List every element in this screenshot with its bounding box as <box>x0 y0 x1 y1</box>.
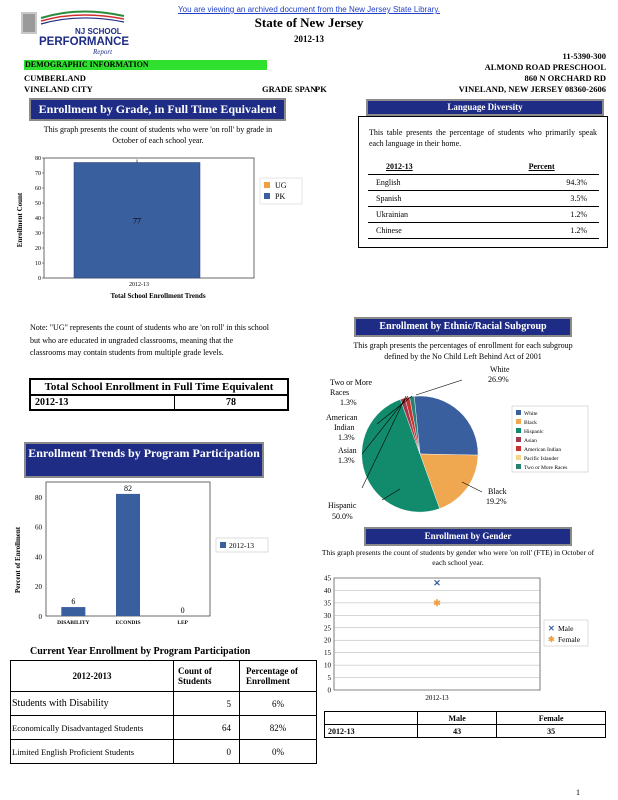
program-pct: 82% <box>269 722 287 733</box>
program-count: 5 <box>174 692 240 716</box>
pie-legend-swatch <box>516 446 521 451</box>
current-year-col2: Percentage of Enrollment <box>246 666 299 686</box>
gender-col-female: Female <box>538 713 564 723</box>
language-name: Spanish <box>376 194 402 203</box>
school-address: 860 N ORCHARD RD <box>524 73 606 83</box>
legend-label-pk: PK <box>275 192 286 201</box>
x-tick-label: 2012-13 <box>129 282 149 288</box>
y-tick-label: 50 <box>35 201 41 207</box>
legend-swatch-pk <box>264 193 270 199</box>
pie-label-white-pct: 26.9% <box>488 375 509 384</box>
grade-span-label: GRADE SPAN <box>262 84 317 94</box>
pie-legend-swatch <box>516 410 521 415</box>
x-tick-label: LEP <box>177 620 189 626</box>
ethnic-pie-chart <box>322 364 616 524</box>
program-name: Economically Disadvantaged Students <box>11 716 174 740</box>
legend-label-male: Male <box>558 624 574 633</box>
total-enrollment-header: Total School Enrollment in Full Time Equivalent <box>30 379 288 395</box>
demographic-header: DEMOGRAPHIC INFORMATION <box>24 60 267 70</box>
legend-label: 2012-13 <box>229 541 254 550</box>
gender-year: 2012-13 <box>325 725 418 738</box>
language-box <box>358 116 608 248</box>
table-row <box>368 175 599 191</box>
current-year-table <box>10 660 317 764</box>
legend-marker-male: ✕ <box>548 624 555 633</box>
pie-label-aian: American <box>326 413 358 422</box>
x-tick-label: 2012-13 <box>425 694 449 702</box>
gender-male-value: 43 <box>418 725 497 738</box>
pie-label-hispanic-pct: 50.0% <box>332 512 353 521</box>
pie-legend-label: Hispanic <box>524 429 544 435</box>
total-enrollment-value: 78 <box>226 397 236 408</box>
y-tick-label: 20 <box>324 636 331 645</box>
current-year-header: Current Year Enrollment by Program Participation <box>30 646 251 657</box>
language-pct: 1.2% <box>570 226 587 235</box>
y-tick-label: 40 <box>35 216 41 222</box>
table-row <box>368 223 599 239</box>
female-marker: ✱ <box>433 597 441 608</box>
legend-label-female: Female <box>558 635 581 644</box>
y-tick-label: 80 <box>35 493 42 502</box>
language-col2: Percent <box>528 162 555 171</box>
pie-legend-label: White <box>524 411 538 417</box>
pie-label-aian-2: Indian <box>334 423 355 432</box>
program-name: Students with Disability <box>11 692 174 716</box>
pie-legend-label: Pacific Islander <box>524 456 559 462</box>
pie-legend-label: American Indian <box>524 447 562 453</box>
ethnic-header: Enrollment by Ethnic/Racial Subgroup <box>354 317 572 337</box>
pie-label-two: Two or More <box>330 378 373 387</box>
y-tick-label: 60 <box>35 523 42 532</box>
pie-legend-label: Asian <box>524 438 537 444</box>
grade-chart-ylabel: Enrollment Count <box>16 192 24 248</box>
y-tick-label: 15 <box>324 649 331 658</box>
x-tick-label: ECONDIS <box>115 620 141 626</box>
y-tick-label: 20 <box>35 583 42 592</box>
program-pct: 6% <box>272 698 284 709</box>
school-name: ALMOND ROAD PRESCHOOL <box>484 62 606 72</box>
legend-marker-female: ✱ <box>548 635 555 644</box>
y-tick-label: 70 <box>35 171 41 177</box>
logo-line2: PERFORMANCE <box>39 36 129 48</box>
language-name: Chinese <box>376 226 402 235</box>
ug-note: Note: "UG" represents the count of students who are 'on roll' in this school but who are educated in ungraded classrooms, meaning that the classrooms may contain students from multiple grade levels. <box>30 323 269 357</box>
enrollment-by-grade-desc: This graph presents the count of students who were 'on roll' by grade in October of each school year. <box>43 125 273 145</box>
school-city: VINELAND, NEW JERSEY 08360-2606 <box>458 84 606 94</box>
y-tick-label: 40 <box>324 586 331 595</box>
program-chart <box>10 480 280 630</box>
program-chart-ylabel: Percent of Enrollment <box>14 526 22 594</box>
pie-label-black: Black <box>488 487 507 496</box>
bar-disability <box>61 607 85 616</box>
bar-value-label: 0 <box>180 606 185 615</box>
program-name: Limited English Proficient Students <box>11 740 174 764</box>
gender-header: Enrollment by Gender <box>364 527 572 546</box>
table-row <box>11 716 317 740</box>
district: VINELAND CITY <box>24 84 93 94</box>
state-title: State of New Jersey <box>254 15 364 30</box>
pie-label-asian: Asian <box>338 446 357 455</box>
program-count: 0 <box>174 740 240 764</box>
table-row <box>325 725 606 738</box>
language-pct: 3.5% <box>570 194 587 203</box>
total-enrollment-table <box>29 378 289 411</box>
y-tick-label: 35 <box>324 599 331 608</box>
x-tick-label: DISABILITY <box>57 620 90 626</box>
y-tick-label: 30 <box>35 231 41 237</box>
male-marker: ✕ <box>433 577 441 588</box>
logo-line3: Report <box>93 48 113 56</box>
pie-label-white: White <box>490 365 510 374</box>
legend-swatch-ug <box>264 182 270 188</box>
y-tick-label: 0 <box>38 613 42 621</box>
y-tick-label: 45 <box>324 574 331 583</box>
table-row <box>368 207 599 223</box>
language-desc: This table presents the percentage of students who primarily speak each language in their home. <box>369 128 597 148</box>
grade-span-value: PK <box>315 84 327 94</box>
pie-legend-label: Two or More Races <box>524 465 568 471</box>
current-year-col0: 2012-2013 <box>11 661 174 692</box>
table-row <box>368 191 599 207</box>
program-count: 64 <box>174 716 240 740</box>
pie-legend-swatch <box>516 437 521 442</box>
pie-label-aian-pct: 1.3% <box>338 433 355 442</box>
gender-chart <box>318 570 608 706</box>
page-number: 1 <box>576 788 580 797</box>
y-tick-label: 25 <box>324 624 331 633</box>
bar-econdis <box>116 494 140 616</box>
y-tick-label: 0 <box>38 276 41 282</box>
language-col1: 2012-13 <box>386 162 413 171</box>
plot-area <box>334 578 540 690</box>
pie-legend-label: Black <box>524 420 537 426</box>
y-tick-label: 0 <box>327 686 331 695</box>
y-tick-label: 20 <box>35 246 41 252</box>
y-tick-label: 10 <box>35 261 41 267</box>
bar-pk-label: 77 <box>133 216 141 226</box>
current-year-col1: Count of Students <box>174 661 240 692</box>
ethnic-desc: This graph presents the percentages of enrollment for each subgroup defined by the No Child Left Behind Act of 2001 <box>353 341 573 361</box>
y-tick-label: 30 <box>324 611 331 620</box>
program-pct: 0% <box>272 746 284 757</box>
language-name: Ukrainian <box>376 210 408 219</box>
legend-label-ug: UG <box>275 181 287 190</box>
school-id: 11-5390-300 <box>562 51 606 61</box>
language-pct: 1.2% <box>570 210 587 219</box>
pie-label-hispanic: Hispanic <box>328 501 357 510</box>
pie-slice <box>414 396 478 455</box>
grade-chart-xlabel: Total School Enrollment Trends <box>110 292 206 300</box>
language-pct: 94.3% <box>566 178 587 187</box>
county: CUMBERLAND <box>24 73 86 83</box>
language-name: English <box>376 178 401 187</box>
pie-label-asian-pct: 1.3% <box>338 456 355 465</box>
pie-legend-swatch <box>516 419 521 424</box>
pie-legend-swatch <box>516 428 521 433</box>
language-diversity-header: Language Diversity <box>366 99 604 116</box>
archive-banner-link[interactable]: You are viewing an archived document from the New Jersey State Library. <box>178 5 440 14</box>
bar-value-label: 6 <box>71 597 76 607</box>
table-row <box>11 740 317 764</box>
pie-legend-swatch <box>516 464 521 469</box>
legend-swatch <box>220 542 226 548</box>
gender-table <box>324 711 606 738</box>
pie-label-two-pct: 1.3% <box>340 398 357 407</box>
enrollment-by-grade-header: Enrollment by Grade, in Full Time Equivalent <box>29 98 286 121</box>
y-tick-label: 5 <box>327 674 331 683</box>
table-row <box>11 692 317 716</box>
y-tick-label: 60 <box>35 186 41 192</box>
pie-label-black-pct: 19.2% <box>486 497 507 506</box>
enrollment-grade-chart <box>10 150 310 302</box>
gender-female-value: 35 <box>547 726 556 736</box>
total-enrollment-year: 2012-13 <box>30 395 175 410</box>
report-year: 2012-13 <box>294 34 324 44</box>
gender-col-male: Male <box>418 712 497 725</box>
y-tick-label: 10 <box>324 661 331 670</box>
y-tick-label: 80 <box>35 156 41 162</box>
bar-value-label: 82 <box>124 483 132 493</box>
y-tick-label: 40 <box>35 553 42 562</box>
pie-label-two-2: Races <box>330 388 350 397</box>
gender-desc: This graph presents the count of students by gender who were 'on roll' (FTE) in October of each school year. <box>321 548 595 567</box>
program-header: Enrollment Trends by Program Participation <box>24 442 264 478</box>
logo-line1: NJ SCHOOL <box>75 27 122 36</box>
language-table <box>368 159 599 239</box>
pie-legend-swatch <box>516 455 521 460</box>
